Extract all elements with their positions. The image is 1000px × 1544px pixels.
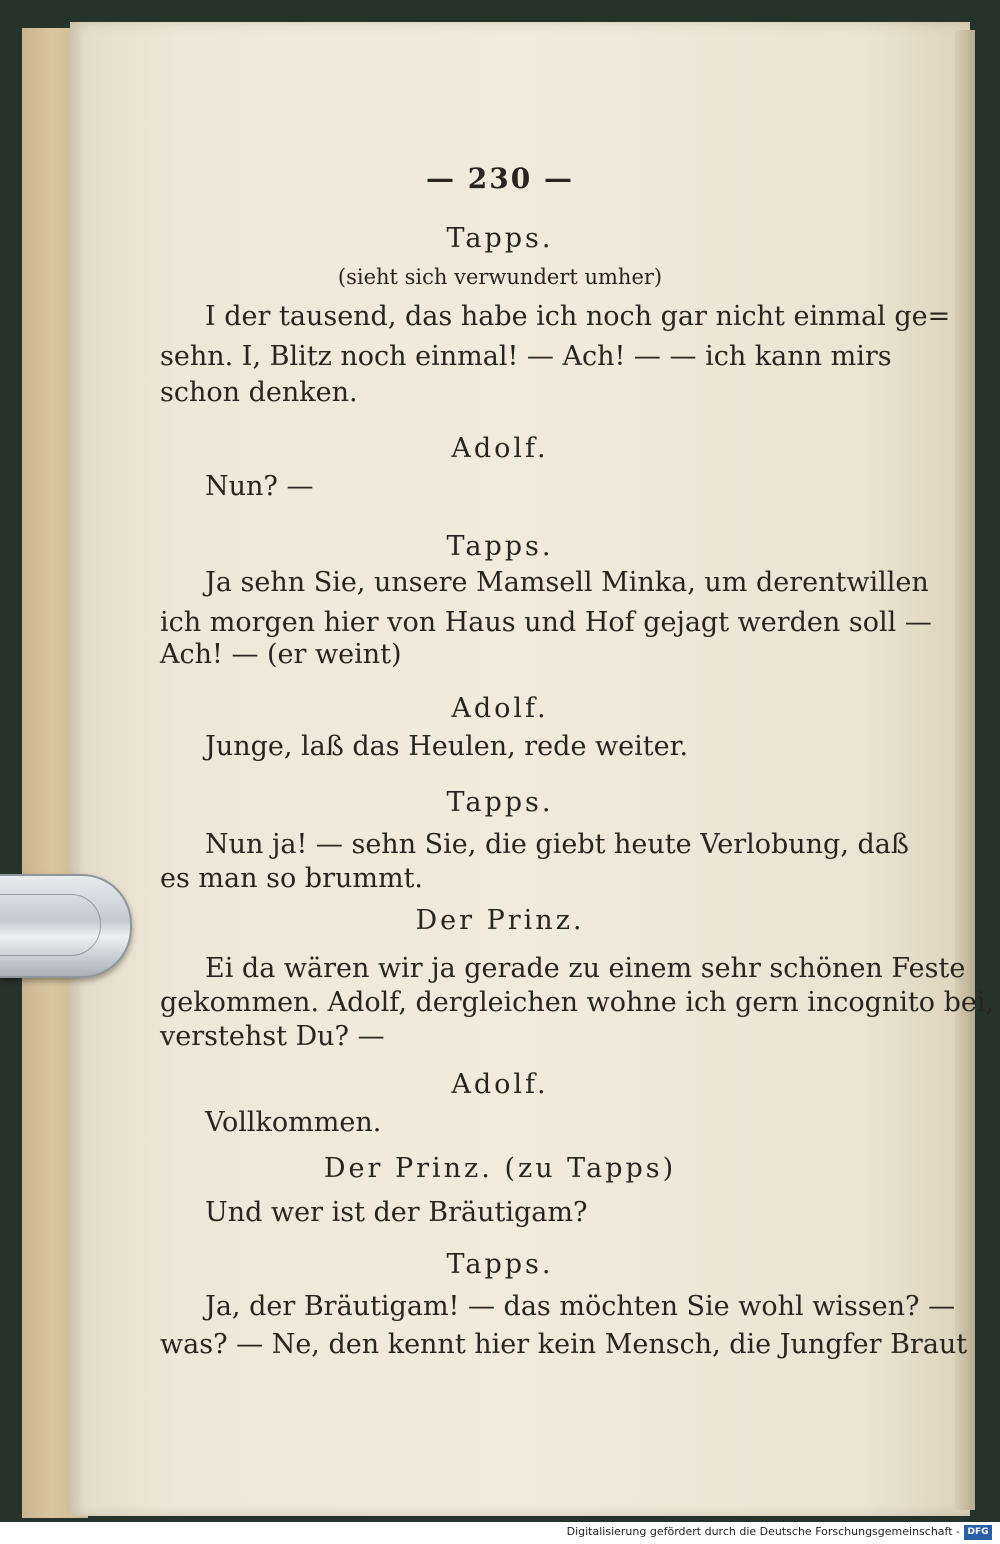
speech-line: Ei da wären wir ja gerade zu einem sehr schönen Feste <box>205 953 966 984</box>
stage-direction: (sieht sich verwundert umher) <box>337 265 663 289</box>
speech-line: Ja sehn Sie, unsere Mamsell Minka, um derentwillen <box>205 567 929 598</box>
speaker-tapps: Tapps. <box>446 1249 554 1280</box>
page-number: — 230 — <box>426 162 574 195</box>
speaker-prinz: Der Prinz. (zu Tapps) <box>323 1153 677 1184</box>
speech-line: Und wer ist der Bräutigam? <box>205 1197 588 1228</box>
speech-line: I der tausend, das habe ich noch gar nicht einmal ge= <box>205 301 951 332</box>
funding-credit: Digitalisierung gefördert durch die Deutsche Forschungsgemeinschaft - <box>566 1525 960 1538</box>
speech-line: Ach! — (er weint) <box>160 639 402 670</box>
speech-line: ich morgen hier von Haus und Hof gejagt werden soll — <box>160 607 932 638</box>
dfg-logo: DFG <box>964 1525 992 1540</box>
speech-line: Nun? — <box>205 471 314 502</box>
speech-line: gekommen. Adolf, dergleichen wohne ich gern incognito bei, <box>160 987 995 1018</box>
speech-line: Nun ja! — sehn Sie, die giebt heute Verlobung, daß <box>205 829 909 860</box>
speech-line: Ja, der Bräutigam! — das möchten Sie wohl wissen? — <box>205 1291 956 1322</box>
speaker-tapps: Tapps. <box>446 531 554 562</box>
speech-line: Junge, laß das Heulen, rede weiter. <box>205 731 689 762</box>
footer-bar <box>0 1522 1000 1544</box>
speech-line: was? — Ne, den kennt hier kein Mensch, die Jungfer Braut <box>160 1329 968 1360</box>
speech-line: sehn. I, Blitz noch einmal! — Ach! — — ich kann mirs <box>160 341 892 372</box>
speaker-adolf: Adolf. <box>451 433 549 464</box>
speaker-prinz: Der Prinz. <box>415 905 585 936</box>
speech-line: es man so brummt. <box>160 863 423 894</box>
speaker-adolf: Adolf. <box>451 1069 549 1100</box>
speaker-adolf: Adolf. <box>451 693 549 724</box>
speech-line: verstehst Du? — <box>160 1021 385 1052</box>
speech-line: Vollkommen. <box>205 1107 382 1138</box>
speech-line: schon denken. <box>160 377 358 408</box>
speaker-tapps: Tapps. <box>446 787 554 818</box>
speaker-tapps: Tapps. <box>446 223 554 254</box>
